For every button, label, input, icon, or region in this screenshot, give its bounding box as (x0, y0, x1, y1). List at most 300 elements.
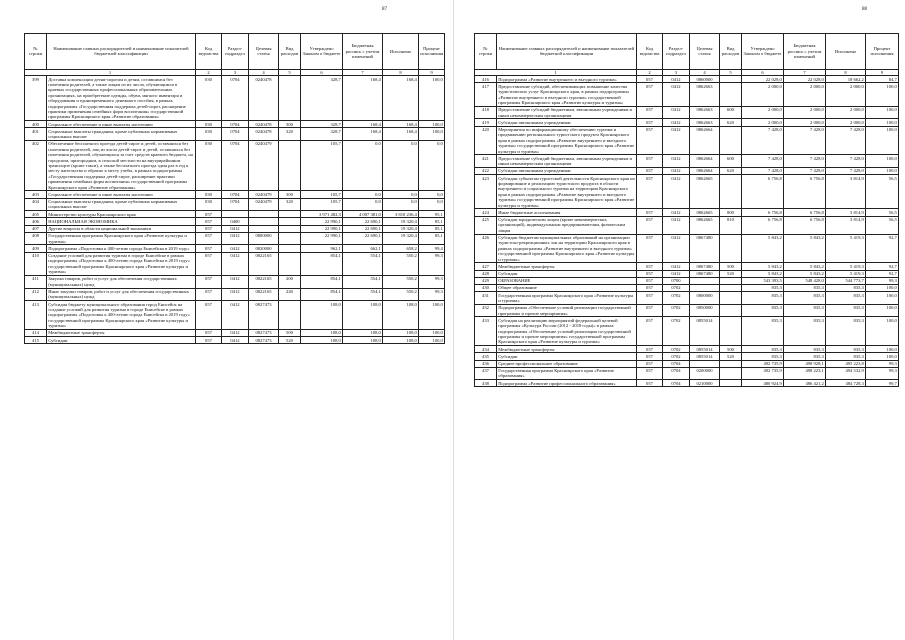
row-approved: 6 756,8 (742, 216, 784, 234)
row-executed: 0,0 (383, 198, 419, 211)
row-executed: 168,4 (383, 121, 419, 128)
row-type (279, 252, 301, 275)
row-type (279, 245, 301, 252)
row-number: 433 (475, 317, 497, 346)
col-dept: Код ведомства (637, 34, 663, 70)
row-dept-code: 030 (196, 121, 222, 128)
row-executed: 544 773,7 (826, 277, 866, 284)
column-index: 8 (826, 69, 866, 75)
row-type (720, 126, 742, 155)
row-type: 520 (720, 353, 742, 360)
col-type: Вид расходов (720, 34, 742, 70)
row-budget-list: 6 756,8 (784, 175, 826, 209)
row-executed: 108,0 (383, 329, 419, 336)
row-section: 0412 (663, 106, 690, 119)
row-target: 0800000 (249, 232, 279, 245)
row-dept-code: 057 (196, 232, 222, 245)
row-number: 409 (25, 245, 47, 252)
column-index: 6 (742, 69, 784, 75)
row-budget-list: 662,1 (343, 245, 383, 252)
row-section: 0704 (663, 360, 690, 367)
row-name: Министерство культуры Красноярского края (47, 211, 196, 218)
row-target (690, 277, 720, 284)
table-row (25, 329, 445, 336)
row-percent: 100,0 (866, 346, 899, 353)
row-name: Доставка компенсации детям-сиротам и детям, оставшимся без попечения родителей, а также лицам из их числа, обучающимся в краевых государственных профессиональных образовательных организациях, на приобретение одежды, обуви, мягкого инвентаря и оборудования и единовременного денежного пособия, в рамках подпрограммы «Государственная поддержка детей-сирот, расширение практики применения семейных форм воспитания» государственной программы Красноярского края «Развитие образования» (47, 76, 196, 121)
row-number: 412 (25, 288, 47, 301)
row-dept-code: 057 (637, 167, 663, 174)
row-section: 0412 (222, 301, 249, 330)
row-executed: 2 000,0 (826, 119, 866, 126)
table-row (25, 232, 445, 245)
row-approved: 835,3 (742, 317, 784, 346)
row-percent: 0,0 (419, 141, 445, 191)
row-name: Социальные выплаты гражданам, кроме публичных нормативных социальных выплат (47, 128, 196, 141)
table-row (25, 128, 445, 141)
row-budget-list: 168,4 (343, 128, 383, 141)
table-row (25, 191, 445, 198)
row-executed: 835,3 (826, 284, 866, 291)
row-approved: 2 000,0 (742, 119, 784, 126)
row-percent: 99,3 (419, 288, 445, 301)
row-executed: 168,4 (383, 128, 419, 141)
row-section: 0704 (222, 191, 249, 198)
row-section: 0412 (222, 337, 249, 344)
row-percent: 95,1 (419, 211, 445, 218)
row-section: 0412 (663, 209, 690, 216)
row-budget-list: 7 428,0 (784, 155, 826, 168)
row-budget-list: 2 000,0 (784, 83, 826, 106)
col-list: Бюджетная роспись с учетом изменений (343, 34, 383, 70)
row-name: Субсидии (497, 270, 637, 277)
row-type (720, 360, 742, 367)
row-number: 400 (25, 121, 47, 128)
row-target: 0862664 (690, 126, 720, 155)
row-budget-list: 7 428,0 (784, 167, 826, 174)
row-budget-list: 554,1 (343, 288, 383, 301)
row-section: 0412 (222, 225, 249, 232)
row-target: 0862665 (690, 175, 720, 209)
row-percent: 99,3 (866, 277, 899, 284)
table-row (25, 198, 445, 211)
row-percent: 100,0 (419, 128, 445, 141)
table-row (25, 76, 445, 121)
table-row (475, 76, 899, 83)
row-approved: 22 990,1 (301, 225, 343, 232)
row-target: 0240479 (249, 198, 279, 211)
table-row (475, 263, 899, 270)
row-target (249, 211, 279, 218)
row-number: 422 (475, 167, 497, 174)
row-approved: 328,7 (301, 76, 343, 121)
table-row (475, 277, 899, 284)
row-percent: 92,7 (866, 270, 899, 277)
row-dept-code: 057 (196, 218, 222, 225)
row-dept-code: 057 (637, 216, 663, 234)
row-percent: 0,0 (419, 198, 445, 211)
row-type: 500 (279, 329, 301, 336)
row-section: 0704 (663, 367, 690, 380)
row-approved: 328,7 (301, 121, 343, 128)
row-budget-list: 835,3 (784, 304, 826, 317)
row-executed: 19 320,4 (383, 232, 419, 245)
row-budget-list: 108,0 (343, 301, 383, 330)
row-approved: 480 924,9 (742, 380, 784, 387)
col-num: № строки (25, 34, 47, 70)
row-percent: 99,3 (419, 275, 445, 288)
row-section: 0412 (663, 234, 690, 263)
row-target: 0867480 (690, 270, 720, 277)
row-number: 408 (25, 232, 47, 245)
row-percent: 99,3 (866, 367, 899, 380)
row-section: 0412 (663, 155, 690, 168)
row-type (720, 304, 742, 317)
row-name: Закупка товаров, работ и услуг для обеспечения государственных (муниципальных) нужд (47, 275, 196, 288)
row-percent: 100,0 (866, 155, 899, 168)
table-row (475, 167, 899, 174)
row-number: 417 (475, 83, 497, 106)
row-executed: 3 810 236,4 (383, 211, 419, 218)
row-executed: 835,3 (826, 317, 866, 346)
row-approved: 7 428,0 (742, 155, 784, 168)
row-budget-list: 5 843,2 (784, 234, 826, 263)
row-type (720, 367, 742, 380)
row-section: 0412 (222, 232, 249, 245)
table-row (25, 288, 445, 301)
row-section: 0412 (222, 245, 249, 252)
row-target (249, 218, 279, 225)
row-budget-list: 548 428,0 (784, 277, 826, 284)
row-approved: 22 990,1 (301, 218, 343, 225)
row-section: 0412 (663, 175, 690, 209)
table-row (475, 119, 899, 126)
column-index: 6 (301, 69, 343, 75)
row-executed: 168,4 (383, 76, 419, 121)
row-approved: 328,7 (301, 128, 343, 141)
row-executed: 18 662,2 (826, 76, 866, 83)
row-executed: 5 419,3 (826, 270, 866, 277)
page-number-left: 87 (382, 7, 387, 12)
row-section: 0412 (222, 288, 249, 301)
row-section: 0702 (663, 292, 690, 305)
row-dept-code: 057 (637, 367, 663, 380)
row-name: Подпрограмма «Обеспечение условий реализации государственной программы и прочие мероприятия» (497, 304, 637, 317)
row-target: 0860000 (690, 76, 720, 83)
row-target: 0862663 (690, 83, 720, 106)
col-dept: Код ведомства (196, 34, 222, 70)
row-budget-list: 0,0 (343, 141, 383, 191)
row-name: Подпрограмма «Подготовка к 400-летию города Енисейска в 2019 году» (47, 245, 196, 252)
row-budget-list: 168,4 (343, 121, 383, 128)
row-section: 0412 (663, 83, 690, 106)
table-row (25, 275, 445, 288)
row-budget-list: 7 428,0 (784, 126, 826, 155)
row-name: Субсидии автономным учреждениям (497, 167, 637, 174)
row-dept-code: 057 (637, 175, 663, 209)
row-number: 436 (475, 360, 497, 367)
row-dept-code: 057 (637, 234, 663, 263)
row-approved: 835,3 (742, 284, 784, 291)
column-index: 9 (866, 69, 899, 75)
row-target: 0867480 (690, 263, 720, 270)
row-number: 431 (475, 292, 497, 305)
row-name: Государственная программа Красноярского края «Развитие культуры и туризма» (47, 232, 196, 245)
row-executed: 108,0 (383, 301, 419, 330)
row-target: 0862663 (690, 106, 720, 119)
row-approved: 7 428,0 (742, 167, 784, 174)
row-approved: 492 735,9 (742, 360, 784, 367)
row-budget-list: 2 000,0 (784, 119, 826, 126)
row-section: 0412 (663, 216, 690, 234)
budget-table-right (474, 33, 899, 387)
row-type (720, 292, 742, 305)
row-target: 0867480 (690, 234, 720, 263)
row-dept-code: 057 (637, 76, 663, 83)
row-section: 0702 (663, 304, 690, 317)
row-dept-code: 030 (196, 128, 222, 141)
column-index: 1 (475, 69, 637, 75)
row-target: 0862663 (690, 119, 720, 126)
row-type: 800 (720, 209, 742, 216)
row-percent: 99,7 (866, 380, 899, 387)
row-type: 300 (279, 191, 301, 198)
row-percent: 56,5 (866, 209, 899, 216)
col-exec: Исполнено (826, 34, 866, 70)
row-number: 414 (25, 329, 47, 336)
row-budget-list: 498 928,1 (784, 360, 826, 367)
row-percent: 100,0 (419, 121, 445, 128)
row-dept-code: 030 (196, 76, 222, 121)
table-row (25, 337, 445, 344)
row-section: 0412 (222, 275, 249, 288)
column-index: 1 (25, 69, 196, 75)
row-dept-code: 057 (637, 277, 663, 284)
row-section: 0704 (222, 76, 249, 121)
row-percent: 85,1 (419, 218, 445, 225)
row-type: 500 (720, 346, 742, 353)
table-row (475, 317, 899, 346)
row-section: 0702 (663, 353, 690, 360)
col-approved: Утверждено Законом о бюджете (301, 34, 343, 70)
row-dept-code: 057 (196, 211, 222, 218)
row-section: 0412 (222, 329, 249, 336)
row-type: 620 (720, 119, 742, 126)
row-section: 0412 (663, 119, 690, 126)
column-index: 2 (637, 69, 663, 75)
row-target: 0822165 (249, 288, 279, 301)
row-name: Иные бюджетные ассигнования (497, 209, 637, 216)
row-approved: 5 843,2 (742, 263, 784, 270)
row-budget-list: 835,3 (784, 284, 826, 291)
row-section: 0412 (222, 252, 249, 275)
row-executed: 835,3 (826, 304, 866, 317)
row-name: Иные закупки товаров, работ и услуг для обеспечения государственных (муниципальных) нужд (47, 288, 196, 301)
row-budget-list: 835,3 (784, 317, 826, 346)
row-number: 399 (25, 76, 47, 121)
row-type (720, 234, 742, 263)
row-section: 0704 (222, 141, 249, 191)
row-name: Субсидия бюджету муниципального образования город Енисейск на создание условий для развития туризма в городе Енисейске в рамках подпрограммы «Подготовка к 400-летию города Енисейска в 2019 году» государственной программы Красноярского края «Развитие культуры и туризма» (47, 301, 196, 330)
row-number: 419 (475, 119, 497, 126)
row-name: Создание условий для развития туризма в городе Енисейске в рамках подпрограммы «Подготовка к 400-летию города Енисейска в 2019 году» государственной программы Красноярского края «Развитие культуры и туризма» (47, 252, 196, 275)
row-budget-list: 835,3 (784, 353, 826, 360)
row-name: Предоставление субсидий, обеспечивающих повышение качества туристических услуг Красноярского края, в рамках подпрограммы «Развитие внутреннего и въездного туризма» государственной программы Красноярского края «Развитие культуры и туризма» (497, 83, 637, 106)
page-number-right: 88 (862, 7, 867, 12)
col-section: Раздел-подраздел (222, 34, 249, 70)
row-name: Общее образование (497, 284, 637, 291)
row-dept-code: 057 (196, 301, 222, 330)
row-dept-code: 057 (196, 275, 222, 288)
row-budget-list: 168,4 (343, 76, 383, 121)
row-target: 0855014 (690, 353, 720, 360)
row-dept-code: 057 (637, 292, 663, 305)
row-name: Субсидии автономным учреждениям (497, 119, 637, 126)
right-page (453, 0, 905, 640)
table-row (475, 175, 899, 209)
row-approved: 6 756,8 (742, 209, 784, 216)
col-section: Раздел-подраздел (663, 34, 690, 70)
row-approved: 2 000,0 (742, 106, 784, 119)
row-percent: 92,7 (866, 234, 899, 263)
row-budget-list: 554,1 (343, 252, 383, 275)
column-index: 4 (690, 69, 720, 75)
row-target: 0240479 (249, 141, 279, 191)
row-section: 0702 (663, 346, 690, 353)
row-section (222, 211, 249, 218)
row-section: 0412 (663, 167, 690, 174)
row-executed: 494 532,9 (826, 367, 866, 380)
row-approved: 105,7 (301, 191, 343, 198)
row-executed: 835,3 (826, 353, 866, 360)
row-dept-code: 057 (637, 353, 663, 360)
row-executed: 0,0 (383, 141, 419, 191)
row-target: 0240479 (249, 191, 279, 198)
row-target (249, 225, 279, 232)
column-index: 4 (249, 69, 279, 75)
row-target: 0855014 (690, 317, 720, 346)
row-executed: 3 814,9 (826, 209, 866, 216)
row-type (279, 76, 301, 121)
table-row (25, 141, 445, 191)
row-target: 0820000 (249, 245, 279, 252)
row-section: 0412 (663, 76, 690, 83)
row-executed: 5 419,3 (826, 234, 866, 263)
row-percent: 56,5 (866, 175, 899, 209)
row-section: 0700 (663, 277, 690, 284)
row-type: 300 (279, 121, 301, 128)
row-dept-code: 030 (196, 191, 222, 198)
row-budget-list: 22 690,1 (343, 218, 383, 225)
row-approved: 835,3 (742, 292, 784, 305)
row-budget-list: 22 690,1 (343, 225, 383, 232)
row-dept-code: 030 (196, 198, 222, 211)
row-executed: 19 320,4 (383, 218, 419, 225)
row-executed: 658,2 (383, 245, 419, 252)
row-number: 432 (475, 304, 497, 317)
row-percent: 100,0 (419, 329, 445, 336)
row-section: 0704 (663, 380, 690, 387)
table-row (25, 218, 445, 225)
table-row (475, 284, 899, 291)
row-budget-list: 108,0 (343, 329, 383, 336)
row-name: Другие вопросы в области национальной экономики (47, 225, 196, 232)
col-list: Бюджетная роспись с учетом изменений (784, 34, 826, 70)
row-target (690, 284, 720, 291)
row-type (279, 301, 301, 330)
row-executed: 3 814,9 (826, 175, 866, 209)
row-budget-list: 554,1 (343, 275, 383, 288)
row-dept-code: 057 (637, 380, 663, 387)
row-type: 600 (720, 106, 742, 119)
row-percent: 100,0 (419, 76, 445, 121)
row-number: 411 (25, 275, 47, 288)
row-dept-code: 057 (637, 270, 663, 277)
row-approved: 7 428,0 (742, 126, 784, 155)
column-index: 9 (419, 69, 445, 75)
row-dept-code: 057 (637, 83, 663, 106)
row-type: 620 (720, 167, 742, 174)
row-name: Государственная программа Красноярского края «Развитие образования» (497, 367, 637, 380)
row-type: 500 (720, 263, 742, 270)
row-dept-code: 057 (637, 263, 663, 270)
row-executed: 19 320,4 (383, 225, 419, 232)
row-target: 0240478 (249, 128, 279, 141)
row-percent: 100,0 (866, 119, 899, 126)
col-name: Наименование главных распорядителей и наименование показателей бюджетной классификации (497, 34, 637, 70)
row-number: 410 (25, 252, 47, 275)
table-row (475, 126, 899, 155)
row-type (720, 284, 742, 291)
row-percent: 99,4 (419, 245, 445, 252)
row-approved: 22 028,0 (742, 76, 784, 83)
row-type: 200 (279, 275, 301, 288)
row-number: 437 (475, 367, 497, 380)
row-executed: 835,3 (826, 292, 866, 305)
row-number: 438 (475, 380, 497, 387)
row-target (690, 360, 720, 367)
row-number: 421 (475, 155, 497, 168)
col-target: Целевая статья (690, 34, 720, 70)
row-percent: 100,0 (419, 301, 445, 330)
column-index: 5 (279, 69, 301, 75)
row-executed: 2 000,0 (826, 83, 866, 106)
row-percent: 100,0 (866, 284, 899, 291)
row-target: 0862665 (690, 216, 720, 234)
col-pct: Процент исполнения (866, 34, 899, 70)
row-target: 0822165 (249, 275, 279, 288)
row-percent: 100,0 (866, 304, 899, 317)
table-row (475, 234, 899, 263)
row-percent: 56,5 (866, 216, 899, 234)
col-name: Наименование главных распорядителей и наименование показателей бюджетной классификации (47, 34, 196, 70)
row-name: Субсидии субъектам туристской деятельности Красноярского края на формирование и реализацию туристского продукта в области внутреннего и социального туризма на территории Красноярского края в рамках подпрограммы «Развитие внутреннего и въездного туризма» государственной программы Красноярского края «Развитие культуры и туризма» (498, 175, 635, 208)
table-row (25, 245, 445, 252)
row-dept-code: 057 (637, 360, 663, 367)
row-approved: 2 000,0 (742, 83, 784, 106)
row-section: 0412 (663, 126, 690, 155)
table-row (475, 346, 899, 353)
table-row (475, 83, 899, 106)
row-target: 0827473 (249, 301, 279, 330)
table-row (25, 225, 445, 232)
row-name: Социальное обеспечение и иные выплаты населению (47, 191, 196, 198)
row-name: Социальные выплаты гражданам, кроме публичных нормативных социальных выплат (47, 198, 196, 211)
row-percent: 100,0 (419, 337, 445, 344)
row-type: 600 (720, 155, 742, 168)
row-percent: 84,7 (866, 76, 899, 83)
row-budget-list: 22 028,0 (784, 76, 826, 83)
table-row (475, 380, 899, 387)
